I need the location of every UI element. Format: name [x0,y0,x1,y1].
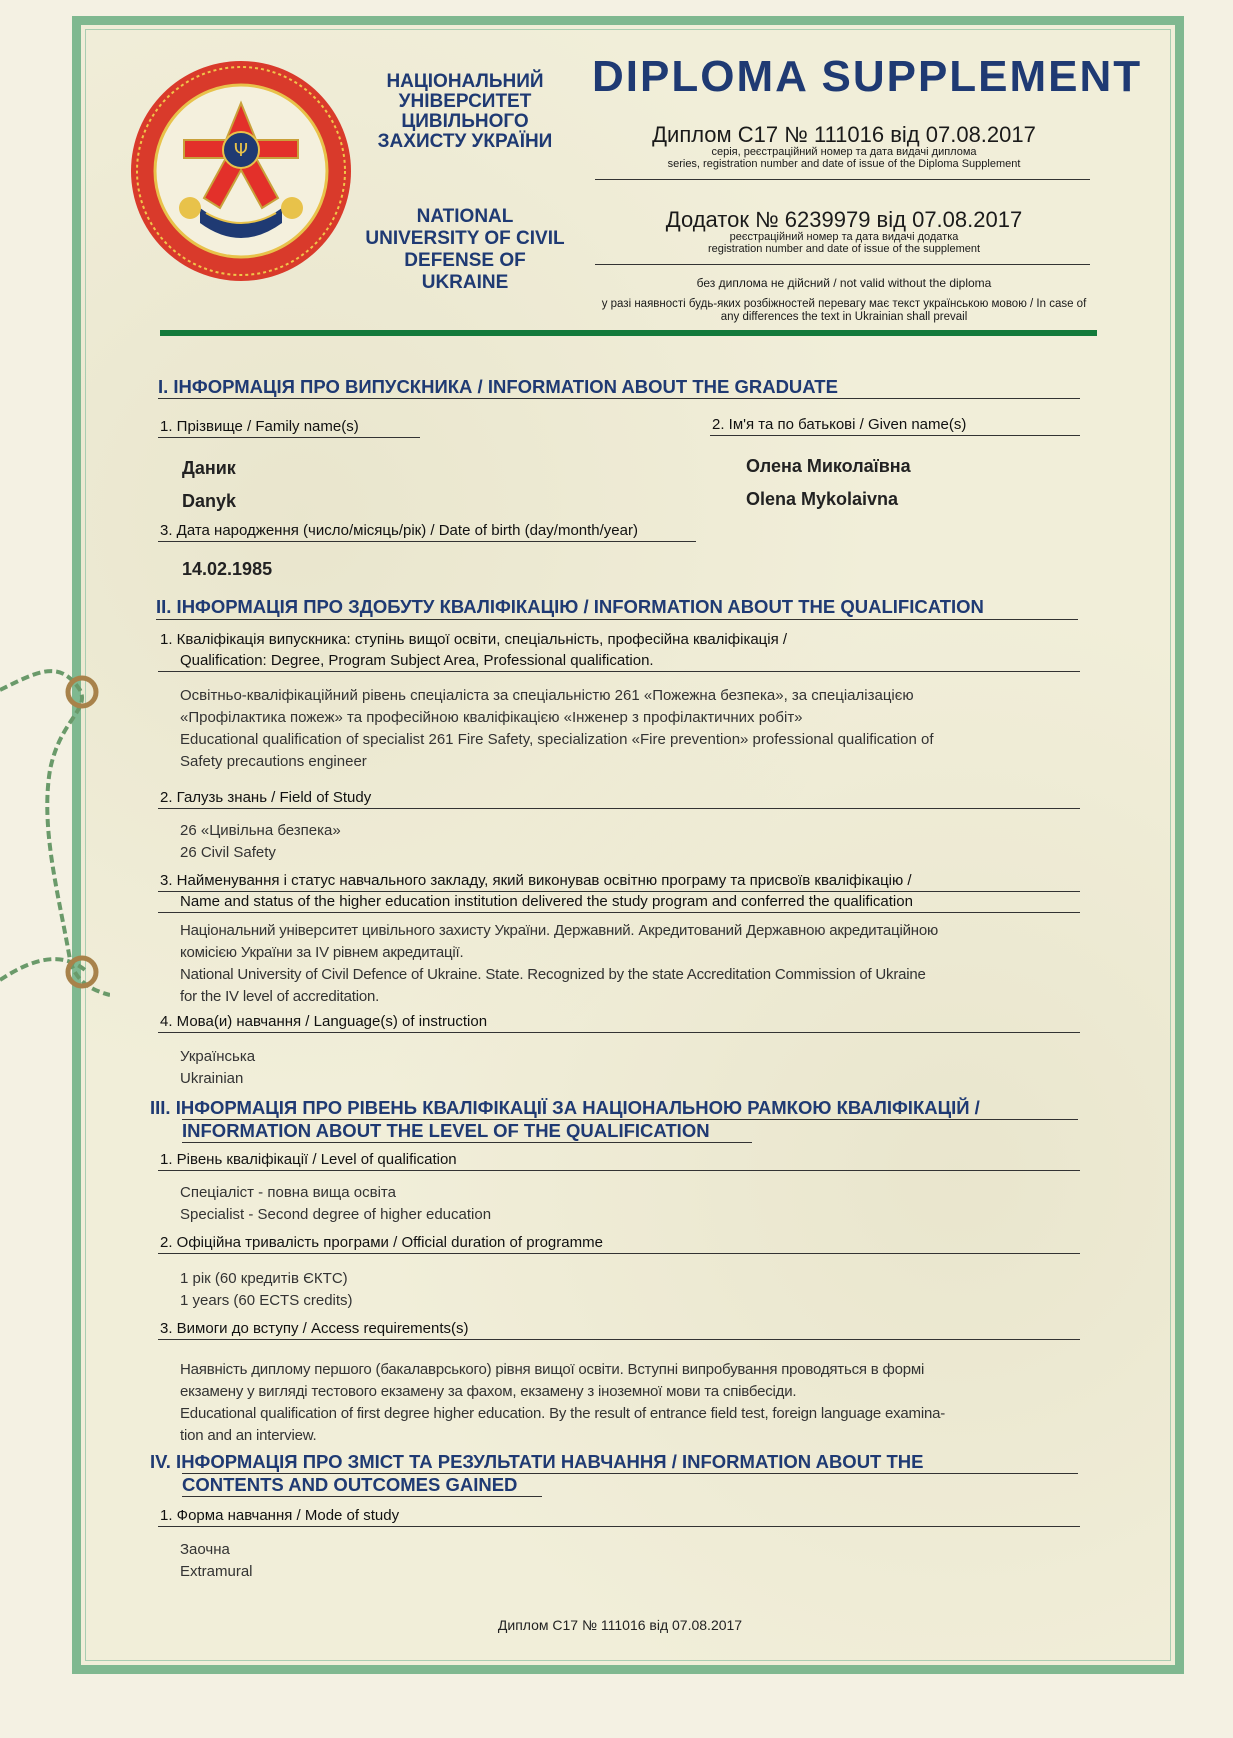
field-of-study-label: 2. Галузь знань / Field of Study [160,789,372,806]
supplement-caption-ua: реєстраційний номер та дата видачі додатка [729,231,959,243]
divider [158,1032,1080,1033]
header-divider [160,330,1097,336]
dob-value: 14.02.1985 [182,559,273,579]
qualification-text [180,685,1070,773]
divider [595,264,1090,265]
qualification-line: Safety precautions engineer [180,753,367,770]
diploma-caption-ua: серія, реєстраційний номер та дата видачі диплома [711,146,977,158]
mode-text [180,1539,253,1583]
divider [158,912,1080,913]
access-line: екзамену у вигляді тестового екзамену за фахом, екзамену з іноземної мови та співбесіди. [180,1383,797,1400]
institution-text [180,920,1080,1008]
divider [158,1253,1080,1254]
university-seal-icon [128,58,354,284]
divider [158,671,1080,672]
divider [158,398,1080,399]
divider [158,1170,1080,1171]
access-label: 3. Вимоги до вступу / Access requirements(s) [160,1320,469,1337]
diploma-number: Диплом С17 № 111016 від 07.08.2017 [652,122,1036,147]
qualification-label-en: Qualification: Degree, Program Subject Area, Professional qualification. [180,652,654,669]
divider [595,179,1090,180]
given-name-ua: Олена Миколаївна [746,456,911,476]
family-name-en: Danyk [182,491,237,511]
divider [158,808,1080,809]
qualification-line: Educational qualification of specialist 261 Fire Safety, specialization «Fire prevention» professional qualification of [180,731,934,748]
institution-line: Національний університет цивільного захисту України. Державний. Акредитований Державною акредитаційною [180,922,939,939]
document-title: DIPLOMA SUPPLEMENT [592,52,1143,101]
section-4-title-line2: CONTENTS AND OUTCOMES GAINED [182,1474,518,1495]
divider [158,1526,1080,1527]
level-ua: Спеціаліст - повна вища освіта [180,1184,396,1201]
access-line: Наявність диплому першого (бакалаврського) рівня вищої освіти. Вступні випробування проводяться в формі [180,1361,925,1378]
mode-en: Extramural [180,1563,253,1580]
divider [158,437,420,438]
access-line: tion and an interview. [180,1427,317,1444]
university-name-en: NATIONAL UNIVERSITY OF CIVIL DEFENSE OF UKRAINE [365,206,565,293]
binding-cord-icon [0,650,110,1010]
validity-note: без диплома не дійсний / not valid without the diploma [696,276,992,290]
field-of-study-ua: 26 «Цивільна безпека» [180,822,341,839]
diploma-caption [594,146,1094,170]
qualification-label-ua: 1. Кваліфікація випускника: ступінь вищої освіти, спеціальність, професійна кваліфікація / [160,631,788,648]
given-name-label: 2. Ім'я та по батькові / Given name(s) [712,416,967,433]
qualification-line: Освітньо-кваліфікаційний рівень спеціаліста за спеціальністю 261 «Пожежна безпека», за спеціалізацією [180,687,914,704]
qualification-line: «Профілактика пожеж» та професійною кваліфікацією «Інженер з профілактичних робіт» [180,709,803,726]
duration-en: 1 years (60 ECTS credits) [180,1292,353,1309]
given-name-en: Olena Mykolaivna [746,489,899,509]
section-3-title-line1: III. ІНФОРМАЦІЯ ПРО РІВЕНЬ КВАЛІФІКАЦІЇ ЗА НАЦІОНАЛЬНОЮ РАМКОЮ КВАЛІФІКАЦІЙ / [150,1097,980,1118]
divider [158,541,696,542]
language-text [180,1046,255,1090]
duration-label: 2. Офіційна тривалість програми / Official duration of programme [160,1234,603,1251]
institution-label-ua: 3. Найменування і статус навчального закладу, який виконував освітню програму та присвоїв кваліфікацію / [160,872,912,889]
diploma-caption-en: series, registration number and date of issue of the Diploma Supplement [667,158,1021,170]
section-2-title: II. ІНФОРМАЦІЯ ПРО ЗДОБУТУ КВАЛІФІКАЦІЮ / INFORMATION ABOUT THE QUALIFICATION [156,596,984,617]
language-note: у разі наявності будь-яких розбіжностей перевагу має текст українською мовою / In case of any differences the text in Ukrainian shall prevail [601,298,1087,323]
institution-label-en: Name and status of the higher education institution delivered the study program and conferred the qualification [180,893,913,910]
institution-line: National University of Civil Defence of Ukraine. State. Recognized by the state Accreditation Commission of Ukraine [180,966,926,983]
level-text [180,1182,491,1226]
access-text [180,1359,1080,1447]
section-1-title: I. ІНФОРМАЦІЯ ПРО ВИПУСКНИКА / INFORMATION ABOUT THE GRADUATE [158,376,838,397]
mode-ua: Заочна [180,1541,230,1558]
university-name-ua: НАЦІОНАЛЬНИЙ УНІВЕРСИТЕТ ЦИВІЛЬНОГО ЗАХИСТУ УКРАЇНИ [377,71,553,152]
divider [156,619,1078,620]
family-name-label: 1. Прізвище / Family name(s) [160,418,359,435]
supplement-caption-en: registration number and date of issue of the supplement [707,243,981,255]
institution-line: комісією України за IV рівнем акредитації. [180,944,464,961]
language-ua: Українська [180,1048,256,1065]
divider [182,1142,752,1143]
divider [710,435,1080,436]
supplement-number: Додаток № 6239979 від 07.08.2017 [665,207,1023,232]
access-line: Educational qualification of first degree higher education. By the result of entrance field test, foreign language examina- [180,1405,946,1422]
duration-ua: 1 рік (60 кредитів ЄКТС) [180,1270,348,1287]
institution-line: for the IV level of accreditation. [180,988,380,1005]
section-4-title-line1: IV. ІНФОРМАЦІЯ ПРО ЗМІСТ ТА РЕЗУЛЬТАТИ НАВЧАННЯ / INFORMATION ABOUT THE [150,1451,924,1472]
footer-diploma-number: Диплом С17 № 111016 від 07.08.2017 [497,1617,743,1633]
divider [182,1496,542,1497]
duration-text [180,1268,353,1312]
level-en: Specialist - Second degree of higher education [180,1206,492,1223]
mode-label: 1. Форма навчання / Mode of study [160,1507,400,1524]
language-label: 4. Мова(и) навчання / Language(s) of instruction [160,1013,488,1030]
dob-label: 3. Дата народження (число/місяць/рік) / Date of birth (day/month/year) [160,522,638,539]
divider [158,1339,1080,1340]
section-3-title-line2: INFORMATION ABOUT THE LEVEL OF THE QUALIFICATION [182,1120,710,1141]
field-of-study-en: 26 Civil Safety [180,844,276,861]
supplement-caption [594,231,1094,255]
divider [158,891,1080,892]
language-en: Ukrainian [180,1070,244,1087]
level-label: 1. Рівень кваліфікації / Level of qualification [160,1151,457,1168]
family-name-ua: Даник [182,458,236,478]
field-of-study-text [180,820,341,864]
svg-text:Ψ: Ψ [233,140,249,161]
